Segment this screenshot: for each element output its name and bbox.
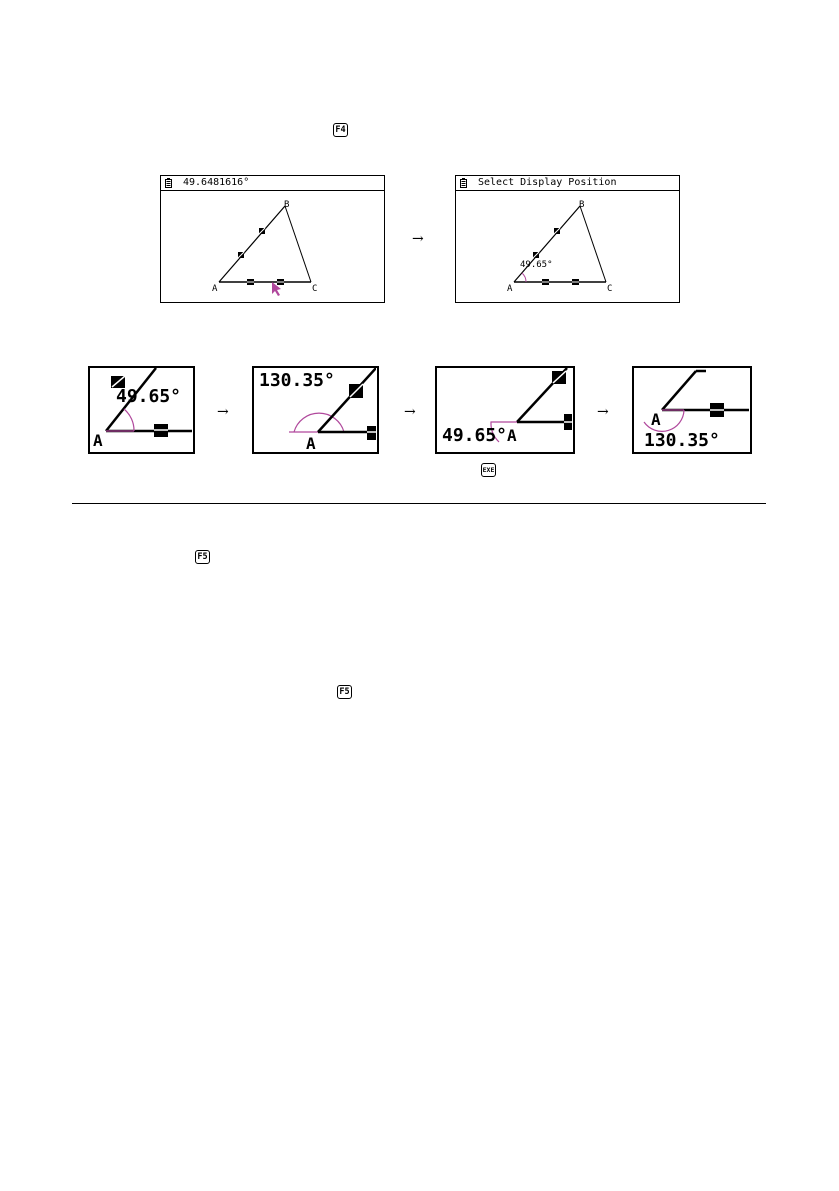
vertex-label-b: B <box>579 200 585 210</box>
f5-key-icon: F5 <box>195 550 210 564</box>
triangle-figure <box>161 176 384 302</box>
midpoint-marker <box>554 228 560 234</box>
status-text: 49.6481616° <box>183 177 250 188</box>
vertex-label-a: A <box>651 410 661 429</box>
zoom-panel-1 <box>88 366 195 454</box>
midpoint-marker <box>572 279 579 285</box>
zoom-panel-2 <box>252 366 379 454</box>
zoom-panel-4 <box>632 366 752 454</box>
zoom-figure <box>437 368 572 451</box>
arrow-icon: → <box>597 404 609 420</box>
vertex-label-a: A <box>306 434 316 451</box>
zoom-figure <box>90 368 192 451</box>
angle-arc <box>522 273 526 282</box>
midpoint-marker <box>533 252 539 258</box>
zoom-figure <box>254 368 376 451</box>
midpoint-marker <box>542 279 549 285</box>
angle-value: 49.65° <box>116 386 182 407</box>
midpoint-marker <box>277 279 284 285</box>
vertex-label-a: A <box>93 431 103 450</box>
midpoint-marker <box>238 252 244 258</box>
vertex-label-a: A <box>507 426 517 445</box>
f4-key-icon: F4 <box>333 123 348 137</box>
arrow-icon: → <box>412 231 424 247</box>
angle-value: 130.35° <box>259 370 335 391</box>
zoom-figure <box>634 368 749 451</box>
midpoint-marker <box>259 228 265 234</box>
f5-key-icon: F5 <box>337 685 352 699</box>
angle-value: 49.65° <box>442 425 508 446</box>
exe-key-icon: EXE <box>481 463 496 477</box>
arrow-icon: → <box>217 404 229 420</box>
vertex-label-a: A <box>212 284 218 294</box>
vertex-label-b: B <box>284 200 290 210</box>
section-divider <box>72 503 766 504</box>
calculator-screen-measure <box>160 175 385 303</box>
arrow-icon: → <box>404 404 416 420</box>
zoom-panel-3 <box>435 366 575 454</box>
status-text: Select Display Position <box>478 177 617 188</box>
angle-arc <box>124 409 134 431</box>
vertex-label-c: C <box>312 284 318 294</box>
vertex-label-a: A <box>507 284 513 294</box>
calculator-screen-position <box>455 175 680 303</box>
angle-arc <box>644 410 684 431</box>
triangle-figure <box>456 176 679 302</box>
vertex-label-c: C <box>607 284 613 294</box>
angle-value: 130.35° <box>644 430 720 451</box>
angle-value-label: 49.65° <box>520 260 553 270</box>
midpoint-marker <box>247 279 254 285</box>
